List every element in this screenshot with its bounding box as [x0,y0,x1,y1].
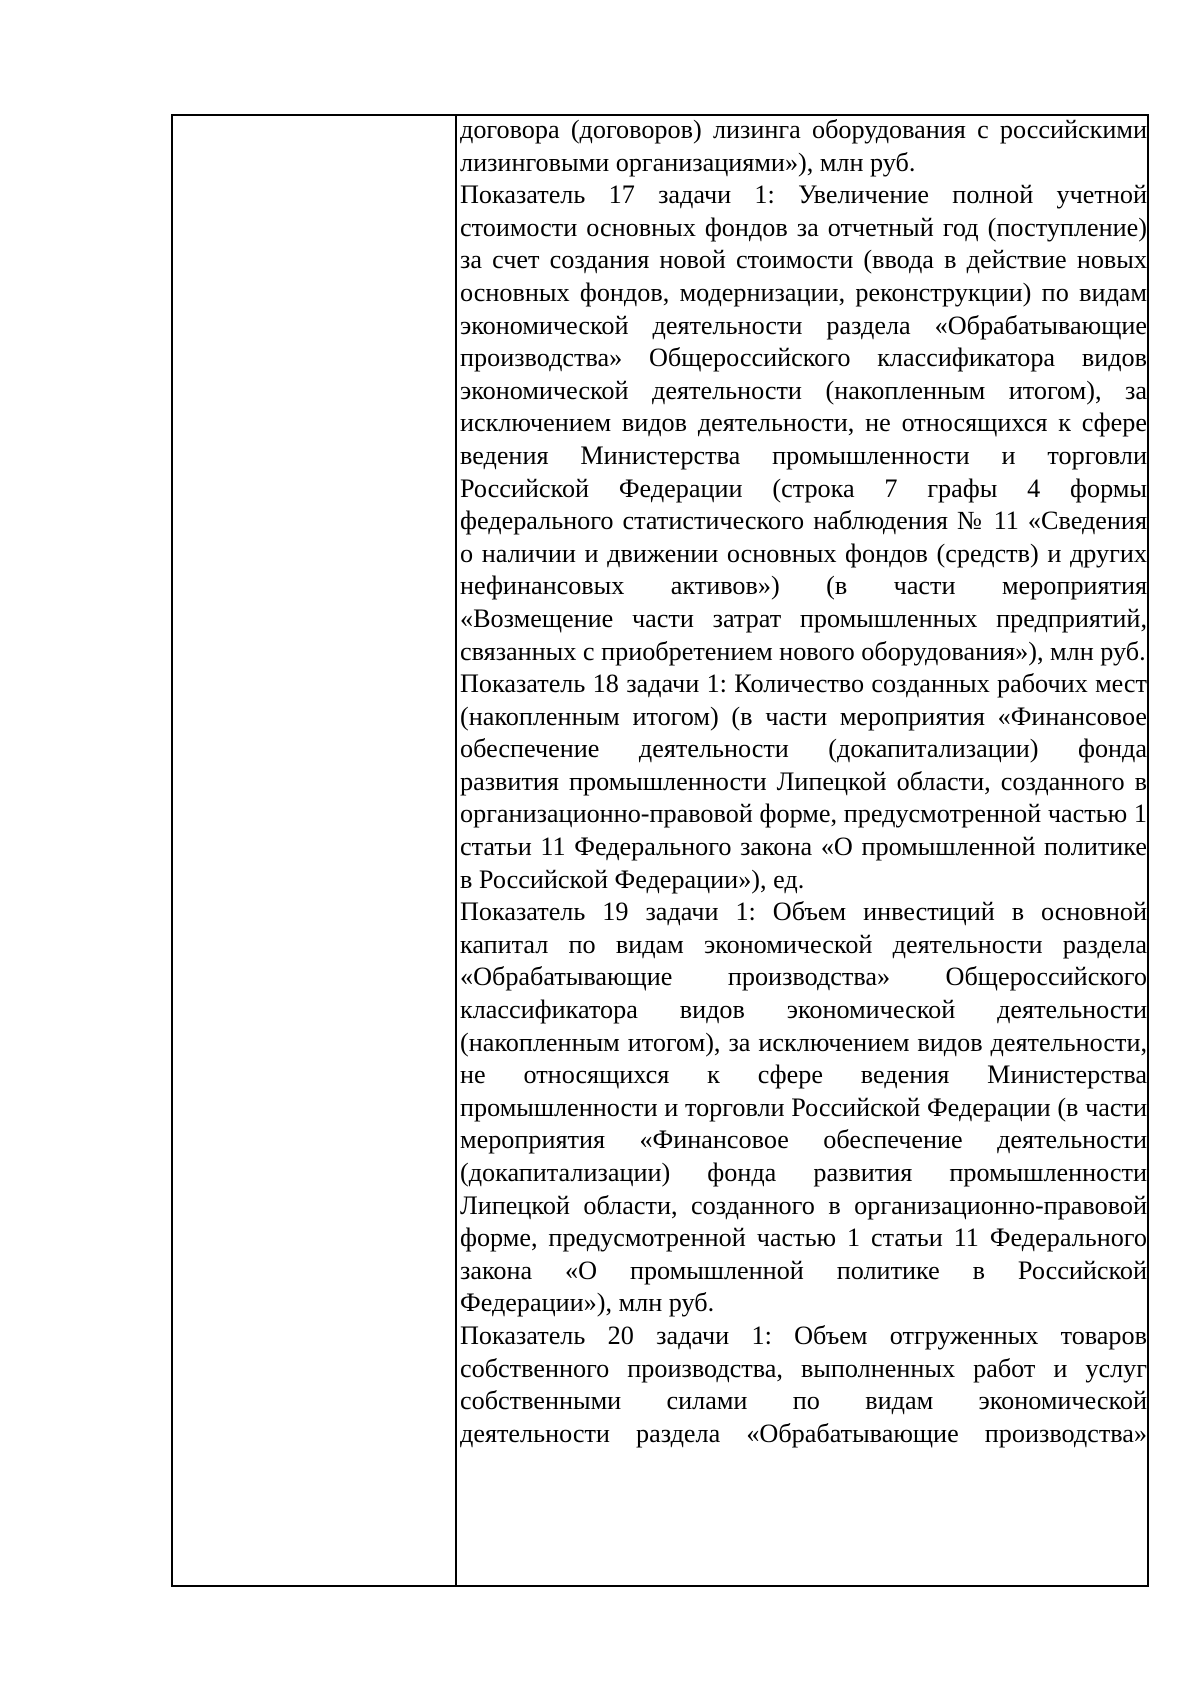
paragraph-indicator-18: Показатель 18 задачи 1: Количество созданных рабочих мест (накопленным итогом) (в части мероприятия «Финансовое обеспечение деятельности (докапитализации) фонда развития промышленности Липецкой области, созданного в организационно-правовой форме, предусмотренной частью 1 статьи 11 Федерального закона «О промышленной политике в Российской Федерации»), ед. [460,669,1147,894]
table-cell-right [457,116,1147,1585]
table-cell-left [173,116,457,1585]
paragraph-indicator-17: Показатель 17 задачи 1: Увеличение полной учетной стоимости основных фондов за отчетный год (поступление) за счет создания новой стоимости (ввода в действие новых основных фондов, модернизации, реконструкции) по видам экономической деятельности раздела «Обрабатывающие производства» Общероссийского классификатора видов экономической деятельности (накопленным итогом), за исключением видов деятельности, не относящихся к сфере ведения Министерства промышленности и торговли Российской Федерации (строка 7 графы 4 формы федерального статистического наблюдения № 11 «Сведения о наличии и движении основных фондов (средств) и других нефинансовых активов») (в части мероприятия «Возмещение части затрат промышленных предприятий, связанных с приобретением нового оборудования»), млн руб. [460,180,1147,666]
paragraph-continuation: договора (договоров) лизинга оборудования с российскими лизинговыми организациями»), млн руб. [460,115,1147,177]
paragraph-indicator-20: Показатель 20 задачи 1: Объем отгруженных товаров собственного производства, выполненных работ и услуг собственными силами по видам экономической деятельности раздела «Обрабатывающие производства» [460,1320,1147,1448]
paragraph-indicator-19: Показатель 19 задачи 1: Объем инвестиций в основной капитал по видам экономической деятельности раздела «Обрабатывающие производства» Общероссийского классификатора видов экономической деятельности (накопленным итогом), за исключением видов деятельности, не относящихся к сфере ведения Министерства промышленности и торговли Российской Федерации (в части мероприятия «Финансовое обеспечение деятельности (докапитализации) фонда развития промышленности Липецкой области, созданного в организационно-правовой форме, предусмотренной частью 1 статьи 11 Федерального закона «О промышленной политике в Российской Федерации»), млн руб. [460,897,1147,1318]
document-table [171,114,1149,1587]
